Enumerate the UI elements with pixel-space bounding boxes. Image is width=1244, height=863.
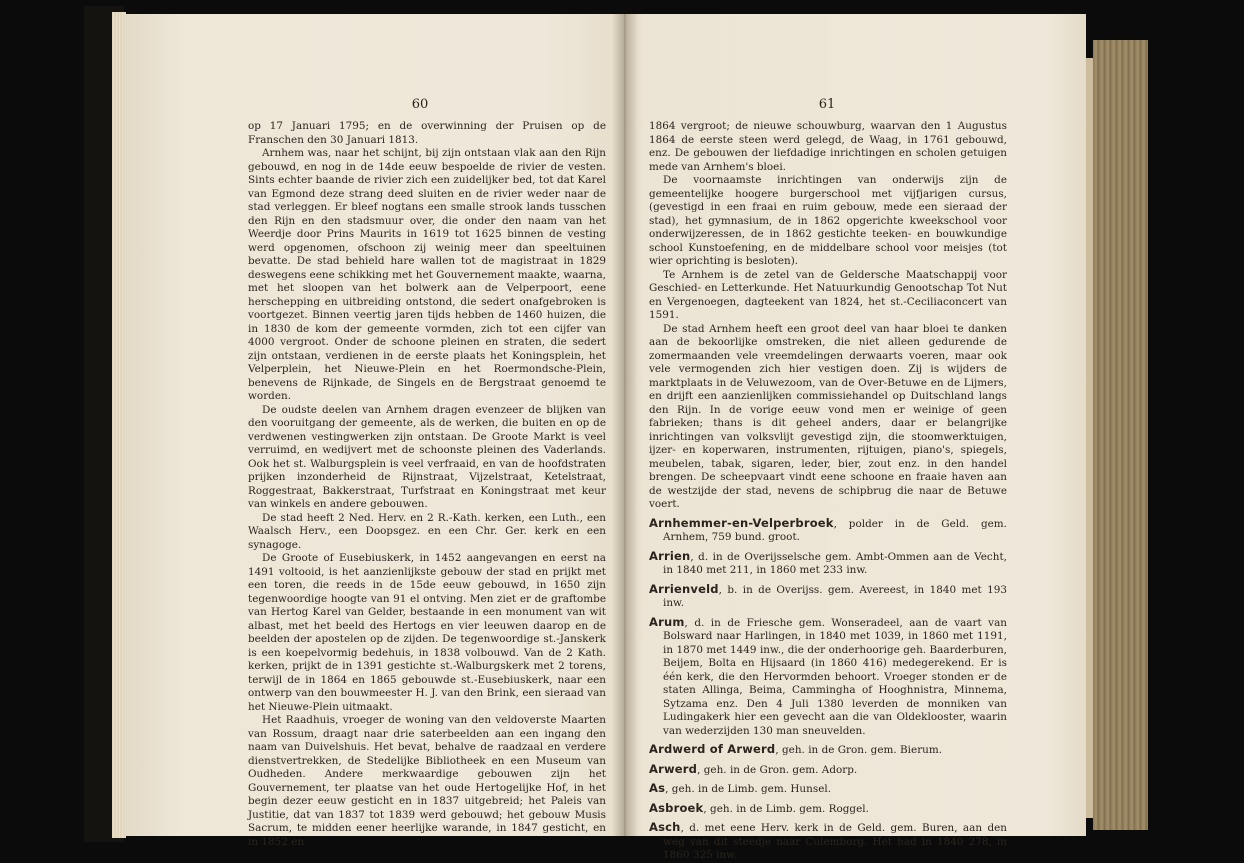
entry-text: , d. in de Overijsselsche gem. Ambt-Ommen aan de Vecht, in 1840 met 211, in 1860 met 233 inw. — [663, 550, 1007, 576]
text-column — [649, 120, 1007, 863]
dictionary-entry — [649, 743, 1007, 758]
entry-text: , d. in de Friesche gem. Wonseradeel, aan de vaart van Bolsward naar Harlingen, in 1840 met 1039, in 1860 met 1191, in 1870 met 1449 inw., die der onderhoorige geh. Baarderburen, Beijem, Bolta en Hijsaard (in 1860 416) medegerekend. Er is één kerk, die den Hervormden behoort. Vroeger stonden er de staten Allinga, Beima, Cammingha of Hooghnistra, Minnema, Sytzama enz. Den 4 Juli 1380 leverden de monniken van Ludingakerk hier een gevecht aan die van Oldeklooster, waarin van wederzijden 130 man sneuvelden. — [663, 616, 1007, 737]
dictionary-entry — [649, 517, 1007, 545]
right-page — [624, 14, 1086, 861]
dictionary-entry — [649, 616, 1007, 739]
page-number: 60 — [411, 97, 429, 112]
entry-headword: As — [649, 781, 666, 795]
entry-headword: Arwerd — [649, 761, 698, 776]
paragraph: De Groote of Eusebiuskerk, in 1452 aangevangen en eerst na 1491 voltooid, is het aanzienlijkste gebouw der stad en prijkt met een toren, die reeds in de 15de eeuw gebouwd, in 1650 zijn tegenwoordige hoogte van 91 el ontving. Men ziet er de graftombe van Hertog Karel van Gelder, bestaande in een monument van wit albast, met het beeld des Hertogs en vier leeuwen daarop en de beelden der apostelen op de zijden. De tegenwoordige st.-Janskerk is een koepelvormig bedehuis, in 1838 volbouwd. Van de 2 Kath. kerken, prijkt de in 1391 gestichte st.-Walburgskerk met 2 torens, terwijl de in 1864 en 1865 gebouwde st.-Eusebiuskerk, naar een ontwerp van den bouwmeester H. J. van den Brink, een sieraad van het Nieuwe-Plein uitmaakt. — [248, 552, 606, 713]
entry-headword: Arrien — [649, 548, 691, 563]
dictionary-entry — [649, 583, 1007, 611]
entry-text: , geh. in de Gron. gem. Adorp. — [697, 763, 858, 776]
entry-headword: Arum — [649, 614, 685, 629]
page-number: 61 — [818, 97, 836, 112]
left-page — [124, 14, 624, 848]
book-gutter — [612, 14, 638, 836]
paragraph: De stad Arnhem heeft een groot deel van haar bloei te danken aan de bekoorlijke omstreken, die niet alleen gedurende de zomermaanden vele vreemdelingen derwaarts voeren, maar ook vele vermogenden zich hier vestigen doen. Zij is wijders de marktplaats in de Veluwezoom, van de Over-Betuwe en de Lijmers, en drijft een aanzienlijken commissiehandel op Duitschland langs den Rijn. In de vorige eeuw vond men er weinige of geen fabrieken; thans is dit geheel anders, daar er belangrijke inrichtingen van volksvlijt gevestigd zijn, die stoomwerktuigen, ijzer- en koperwaren, instrumenten, rijtuigen, piano's, spiegels, meubelen, tabak, sigaren, leder, bier, zout enz. in den handel brengen. De scheepvaart vindt eene schoone en fraaie haven aan de westzijde der stad, nevens de schipbrug die naar de Betuwe voert. — [649, 322, 1007, 510]
paragraph: De stad heeft 2 Ned. Herv. en 2 R.-Kath. kerken, een Luth., een Waalsch Herv., een Doopsgez. en een Chr. Ger. kerk en een synagoge. — [248, 511, 606, 551]
paragraph: De voornaamste inrichtingen van onderwijs zijn de gemeentelijke hoogere burgerschool met vijfjarigen cursus, (gevestigd in een fraai en ruim gebouw, mede een sieraad der stad), het gymnasium, de in 1862 opgerichte kweekschool voor onderwijzeressen, de in 1862 gestichte teeken- en bouwkundige school Kunstoefening, en de middelbare school voor meisjes (tot wier oprichting is besloten). — [649, 174, 1007, 267]
paragraph: 1864 vergroot; de nieuwe schouwburg, waarvan den 1 Augustus 1864 de eerste steen werd gelegd, de Waag, in 1761 gebouwd, enz. De gebouwen der liefdadige inrichtingen en scholen getuigen mede van Arnhem's bloei. — [649, 120, 1007, 173]
entry-headword: Asch — [649, 820, 681, 834]
paragraph: Arnhem was, naar het schijnt, bij zijn ontstaan vlak aan den Rijn gebouwd, en nog in de 14de eeuw bespoelde de rivier de vesten. Sints echter baande de rivier zich een zuidelijker bed, tot dat Karel van Egmond deze strang deed sluiten en de rivier weder naar de stad verleggen. Er bleef nogtans een smalle strook lands tusschen den Rijn en den stadsmuur over, die onder den naam van het Weerdje door Prins Maurits in 1619 tot 1625 binnen de vesting werd opgenomen, ofschoon zij weinig meer dan speeltuinen bevatte. De stad behield hare wallen tot de magistraat in 1829 deswegens eene schikking met het Gouvernement maakte, waarna, met het sloopen van het bolwerk aan de Velperpoort, eene herschepping en uitbreiding ontstond, die sedert onafgebroken is voortgezet. Binnen veertig jaren tijds hebben de 1460 huizen, die in 1830 de kom der gemeente vormden, zich tot een cijfer van 4000 vergroot. Onder de schoone pleinen en straten, die sedert zijn ontstaan, verdienen in de eerste plaats het Koningsplein, het Velperplein, het Nieuwe-Plein en het Roermondsche-Plein, benevens de Rijnkade, de Singels en de Bergstraat genoemd te worden. — [248, 147, 606, 402]
dictionary-entry — [649, 550, 1007, 578]
entry-text: , polder in de Geld. gem. Arnhem, 759 bund. groot. — [663, 517, 1007, 543]
paragraph: Het Raadhuis, vroeger de woning van den veldoverste Maarten van Rossum, draagt naar drie saterbeelden aan een ingang den naam van Duivelshuis. Het bevat, behalve de raadzaal en verdere dienstvertrekken, de Stedelijke Bibliotheek en een Museum van Oudheden. Andere merkwaardige gebouwen zijn het Gouvernement, ter plaatse van het oude Hertogelijke Hof, in het begin dezer eeuw gesticht en in 1837 uitgebreid; het Paleis van Justitie, dat van 1837 tot 1839 werd gebouwd; het gebouw Musis Sacrum, te midden eener heerlijke warande, in 1847 gesticht, en in 1852 en — [248, 714, 606, 848]
entry-text: , b. in de Overijss. gem. Avereest, in 1840 met 193 inw. — [663, 583, 1007, 609]
entry-headword: Ardwerd of Arwerd — [649, 742, 776, 756]
right-page-edges — [1086, 58, 1093, 818]
dictionary-entry — [649, 802, 1007, 817]
entry-headword: Asbroek — [649, 800, 704, 815]
dictionary-entry — [649, 782, 1007, 797]
entry-headword: Arnhemmer-en-Velperbroek — [649, 515, 834, 530]
dictionary-entry — [649, 763, 1007, 778]
paragraph: Te Arnhem is de zetel van de Geldersche Maatschappij voor Geschied- en Letterkunde. Het Natuurkundig Genootschap Tot Nut en Vergenoegen, dagteekent van 1824, het st.-Ceciliaconcert van 1591. — [649, 268, 1007, 321]
entry-text: , d. met eene Herv. kerk in de Geld. gem. Buren, aan den weg van dit steedje naar Culemborg. Het had in 1840 278, in 1860 325 inw. — [663, 822, 1007, 861]
entry-text: , geh. in de Gron. gem. Bierum. — [775, 744, 943, 756]
book-cover-right — [1093, 40, 1148, 830]
dictionary-entry — [649, 821, 1007, 863]
paragraph: op 17 Januari 1795; en de overwinning der Pruisen op de Franschen den 30 Januari 1813. — [248, 120, 606, 146]
entry-text: , geh. in de Limb. gem. Hunsel. — [665, 783, 832, 795]
paragraph: De oudste deelen van Arnhem dragen evenzeer de blijken van den vooruitgang der gemeente, als de werken, die buiten en op de verdwenen vestingwerken zijn ontstaan. De Groote Markt is veel verruimd, en wedijvert met de schoonste pleinen des Vaderlands. Ook het st. Walburgsplein is veel verfraaid, en van de hoofdstraten prijken inzonderheid de Rijnstraat, Vijzelstraat, Ketelstraat, Roggestraat, Bakkerstraat, Turfstraat en Koningstraat met keur van winkels en andere gebouwen. — [248, 403, 606, 510]
text-column — [248, 120, 606, 849]
entry-headword: Arrienveld — [649, 581, 719, 596]
entry-text: , geh. in de Limb. gem. Roggel. — [703, 802, 869, 815]
